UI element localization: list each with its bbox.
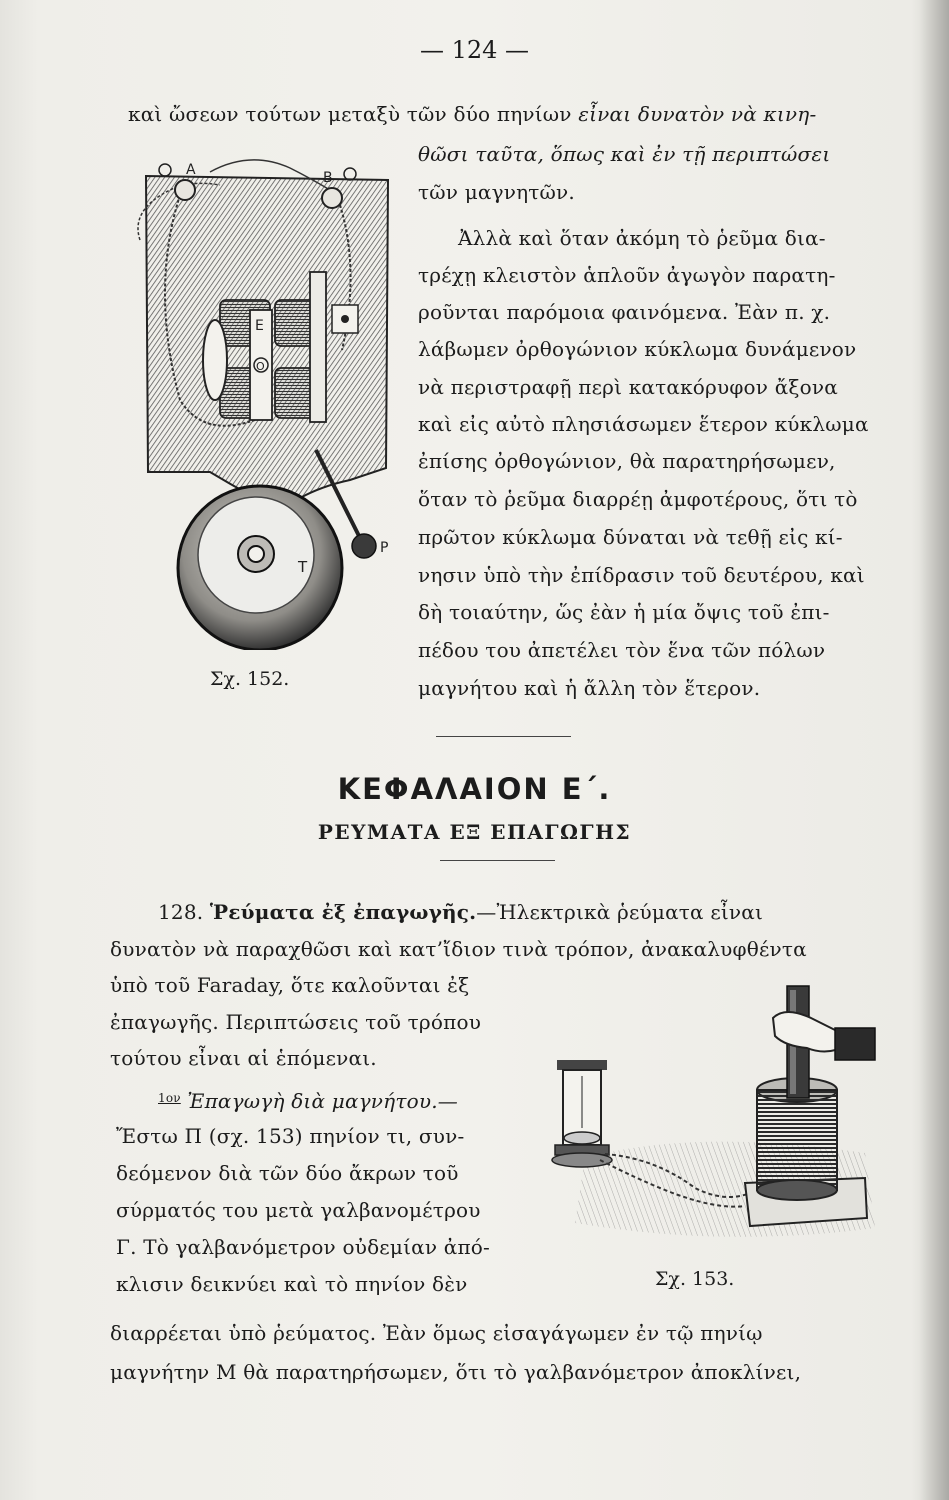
text-line: μαγνήτην Μ θὰ παρατηρήσωμεν, ὅτι τὸ γαλβανόμετρον ἀποκλίνει,	[110, 1360, 802, 1384]
text-line-content: καὶ ὤσεων τούτων μεταξὺ τῶν δύο πηνίων	[128, 102, 579, 126]
divider-bottom	[440, 860, 555, 861]
svg-text:B: B	[323, 170, 333, 186]
chapter-subtitle: ΡΕΥΜΑΤΑ ΕΞ ΕΠΑΓΩΓΗΣ	[317, 820, 632, 844]
text-line	[128, 102, 816, 126]
text-line: ροῦνται παρόμοια φαινόμενα. Ἐὰν π. χ.	[418, 300, 831, 324]
svg-text:T: T	[298, 558, 308, 576]
figure-153-caption: Σχ. 153.	[655, 1268, 735, 1290]
figure-153-induction-apparatus	[545, 978, 885, 1248]
text-line: Γ. Τὸ γαλβανόμετρον οὐδεμίαν ἀπό-	[116, 1235, 490, 1259]
text-line: ὅταν τὸ ῥεῦμα διαρρέῃ ἀμφοτέρους, ὅτι τὸ	[418, 487, 858, 511]
subsection-heading: Ἐπαγωγὴ διὰ μαγνήτου.—	[187, 1089, 458, 1113]
text-line: θῶσι ταῦτα, ὅπως καὶ ἐν τῇ περιπτώσει	[418, 142, 831, 166]
svg-text:A: A	[186, 162, 196, 178]
text-line: δὴ τοιαύτην, ὥς ἐὰν ἡ μία ὄψις τοῦ ἐπι-	[418, 600, 830, 624]
text-line: Ἔστω Π (σχ. 153) πηνίον τι, συν-	[116, 1124, 465, 1148]
svg-text:O: O	[256, 360, 265, 373]
page-edge-shadow	[919, 0, 949, 1500]
svg-text:E: E	[255, 318, 264, 334]
subsection-heading-line	[158, 1086, 458, 1113]
text-line: δεόμενον διὰ τῶν δύο ἄκρων τοῦ	[116, 1161, 459, 1185]
section-dash: —	[476, 900, 497, 924]
chapter-title: ΚΕΦΑΛΑΙΟΝ Ε΄.	[337, 772, 612, 806]
text-line: ἐπαγωγῆς. Περιπτώσεις τοῦ τρόπου	[110, 1010, 482, 1034]
text-line: τούτου εἶναι αἱ ἑπόμεναι.	[110, 1046, 377, 1070]
text-line: κλισιν δεικνύει καὶ τὸ πηνίον δὲν	[116, 1272, 468, 1296]
section-heading-line	[158, 900, 763, 924]
figure-152-caption: Σχ. 152.	[210, 668, 290, 690]
text-line-italic: εἶναι δυνατὸν νὰ κινη-	[578, 102, 817, 126]
figure-152-electric-bell	[110, 150, 395, 650]
text-line: Ἀλλὰ καὶ ὅταν ἀκόμη τὸ ῥεῦμα δια-	[458, 226, 826, 250]
text-line: τρέχῃ κλειστὸν ἁπλοῦν ἀγωγὸν παρατη-	[418, 263, 836, 287]
text-line: νησιν ὑπὸ τὴν ἐπίδρασιν τοῦ δευτέρου, καὶ	[418, 563, 865, 587]
text-line: δυνατὸν νὰ παραχθῶσι καὶ κατ’ἴδιον τινὰ τρόπον, ἀνακαλυφθέντα	[110, 937, 807, 961]
text-line: ἐπίσης ὀρθογώνιον, θὰ παρατηρήσωμεν,	[418, 449, 836, 473]
text-line: σύρματός του μετὰ γαλβανομέτρου	[116, 1198, 481, 1222]
text-line: τῶν μαγνητῶν.	[418, 180, 575, 204]
section-number: 128.	[158, 900, 204, 924]
text-line: διαρρέεται ὑπὸ ῥεύματος. Ἐὰν ὅμως εἰσαγάγωμεν ἐν τῷ πηνίῳ	[110, 1321, 763, 1345]
text-line: μαγνήτου καὶ ἡ ἄλλη τὸν ἕτερον.	[418, 676, 761, 700]
section-first-text: Ἠλεκτρικὰ ῥεύματα εἶναι	[496, 900, 764, 924]
subsection-ordinal: 1ον	[158, 1091, 181, 1105]
text-line: νὰ περιστραφῇ περὶ κατακόρυφον ἄξονα	[418, 375, 838, 399]
text-line: λάβωμεν ὀρθογώνιον κύκλωμα δυνάμενον	[418, 337, 857, 361]
divider-top	[436, 736, 571, 737]
text-line: πρῶτον κύκλωμα δύναται νὰ τεθῇ εἰς κί-	[418, 525, 843, 549]
page-number: — 124 —	[419, 36, 530, 64]
section-heading: Ῥεύματα ἐξ ἐπαγωγῆς.	[209, 900, 477, 924]
text-line: ὑπὸ τοῦ Faraday, ὅτε καλοῦνται ἐξ	[110, 973, 470, 997]
text-line: πέδου του ἀπετέλει τὸν ἕνα τῶν πόλων	[418, 638, 826, 662]
svg-text:P: P	[380, 540, 389, 556]
text-line: καὶ εἰς αὐτὸ πλησιάσωμεν ἕτερον κύκλωμα	[418, 412, 869, 436]
